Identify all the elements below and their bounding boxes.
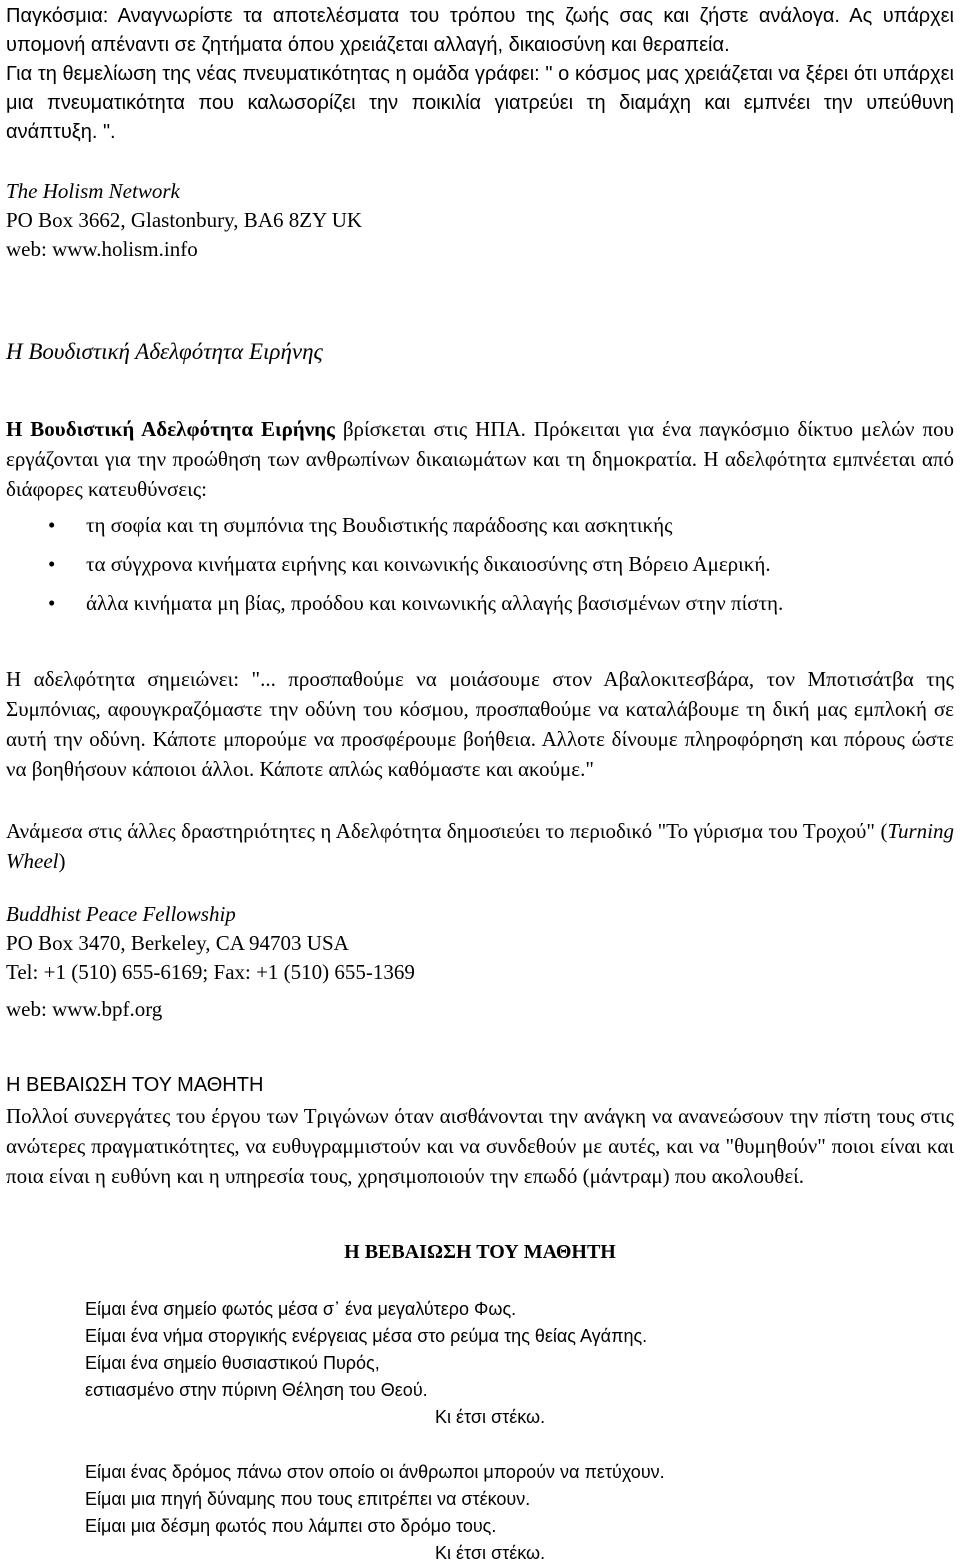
activities-text: Ανάμεσα στις άλλες δραστηριότητες η Αδελφότητα δημοσιεύει το περιοδικό "Το γύρισμα του Τροχού" (: [6, 819, 888, 843]
bpf-name-bold: Η Βουδιστική Αδελφότητα Ειρήνης: [6, 417, 335, 441]
holism-contact: [6, 177, 362, 264]
stanza-line: Είμαι ένας δρόμος πάνω στον οποίο οι άνθρωποι μπορούν να πετύχουν.: [85, 1462, 665, 1482]
bpf-note: Η αδελφότητα σημειώνει: "... προσπαθούμε να μοιάσουμε στον Αβαλοκιτεσβάρα, τον Μποτισάτβα της Συμπόνιας, αφουγκραζόμαστε την οδύνη του κόσμου, προσπαθούμε να καταλάβουμε τη δική μας εμπλοκή σε αυτή την οδύνη. Κάποτε μπορούμε να προσφέρουμε βοήθεια. Αλλοτε δίνουμε πληροφόρηση και πόρους ώστε να βοηθήσουν κάποιοι άλλοι. Κάποτε απλώς καθόμαστε και ακούμε.": [6, 667, 954, 781]
stanza-line: Είμαι ένα σημείο θυσιαστικού Πυρός,: [85, 1353, 380, 1373]
holism-name: The Holism Network: [6, 179, 180, 203]
activities-close: ): [58, 849, 66, 873]
bpf-activities: [6, 816, 954, 876]
list-item: • τα σύγχρονα κινήματα ειρήνης και κοινωνικής δικαιοσύνης στη Βόρειο Αμερική.: [6, 549, 954, 588]
bpf-contact: [6, 900, 415, 1024]
bpf-web: web: www.bpf.org: [6, 997, 163, 1021]
intro-paragraph-1: Παγκόσμια: Αναγνωρίστε τα αποτελέσματα του τρόπου της ζωής σας και ζήστε ανάλογα. Ας υπάρχει υπομονή απέναντι σε ζητήματα όπου χρειάζεται αλλαγή, δικαιοσύνη και θεραπεία.: [6, 5, 954, 56]
intro-paragraph-2: Για τη θεμελίωση της νέας πνευματικότητας η ομάδα γράφει: " ο κόσμος μας χρειάζεται να ξέρει ότι υπάρχει μια πνευματικότητα που καλωσορίζει την ποικιλία γιατρεύει τη διαμάχη και εμπνέει την υπεύθυνη ανάπτυξη. ".: [6, 63, 954, 143]
list-item: • τη σοφία και τη συμπόνια της Βουδιστικής παράδοσης και ασκητικής: [6, 510, 954, 549]
stanza-line: Είμαι μια δέσμη φωτός που λάμπει στο δρόμο τους.: [85, 1516, 497, 1536]
magazine-title: Turning Wheel: [6, 819, 954, 873]
stanza-refrain: Κι έτσι στέκω.: [435, 1543, 546, 1563]
holism-web: web: www.holism.info: [6, 237, 198, 261]
bpf-inspiration-list: [6, 510, 954, 627]
pledge-title: Η ΒΕΒΑΙΩΣΗ ΤΟΥ ΜΑΘΗΤΗ: [344, 1241, 616, 1263]
intro-section: [6, 2, 954, 147]
bpf-org-name: Buddhist Peace Fellowship: [6, 902, 236, 926]
pledge-stanza-1: [85, 1296, 885, 1431]
stanza-line: Είμαι ένα νήμα στοργικής ενέργειας μέσα στο ρεύμα της θείας Αγάπης.: [85, 1326, 648, 1346]
stanza-line: Είμαι μια πηγή δύναμης που τους επιτρέπει να στέκουν.: [85, 1489, 531, 1509]
bpf-phone: Tel: +1 (510) 655-6169; Fax: +1 (510) 655-1369: [6, 960, 415, 984]
pledge-section-heading: Η ΒΕΒΑΙΩΣΗ ΤΟΥ ΜΑΘΗΤΗ: [6, 1074, 264, 1096]
bpf-description: [6, 414, 954, 504]
pledge-stanza-2: [85, 1459, 885, 1567]
pledge-intro: Πολλοί συνεργάτες του έργου των Τριγώνων όταν αισθάνονται την ανάγκη να ανανεώσουν την πίστη τους στις ανώτερες πραγματικότητες, να ευθυγραμμιστούν και να συνδεθούν με αυτές, και να "θυμηθούν" ποιοι είναι και ποια είναι η ευθύνη και η υπηρεσία τους, χρησιμοποιούν την επωδό (μάντραμ) που ακολουθεί.: [6, 1104, 954, 1188]
stanza-line: Είμαι ένα σημείο φωτός μέσα σ᾽ ένα μεγαλύτερο Φως.: [85, 1299, 517, 1319]
stanza-refrain: Κι έτσι στέκω.: [435, 1407, 546, 1427]
list-item: • άλλα κινήματα μη βίας, προόδου και κοινωνικής αλλαγής βασισμένων στην πίστη.: [6, 588, 954, 627]
holism-address: PO Box 3662, Glastonbury, BA6 8ZY UK: [6, 208, 363, 232]
bpf-description-tail: Η αδελφότητα εμπνέεται από διάφορες κατευθύνσεις:: [6, 447, 954, 501]
bpf-description-text: βρίσκεται στις ΗΠΑ. Πρόκειται για ένα παγκόσμιο δίκτυο μελών που εργάζονται για την προώθηση των ανθρωπίνων δικαιωμάτων και τη δημοκρατία.: [6, 417, 954, 471]
stanza-line: εστιασμένο στην πύρινη Θέληση του Θεού.: [85, 1380, 428, 1400]
bpf-address: PO Box 3470, Berkeley, CA 94703 USA: [6, 931, 349, 955]
bpf-heading: Η Βουδιστική Αδελφότητα Ειρήνης: [6, 339, 323, 364]
